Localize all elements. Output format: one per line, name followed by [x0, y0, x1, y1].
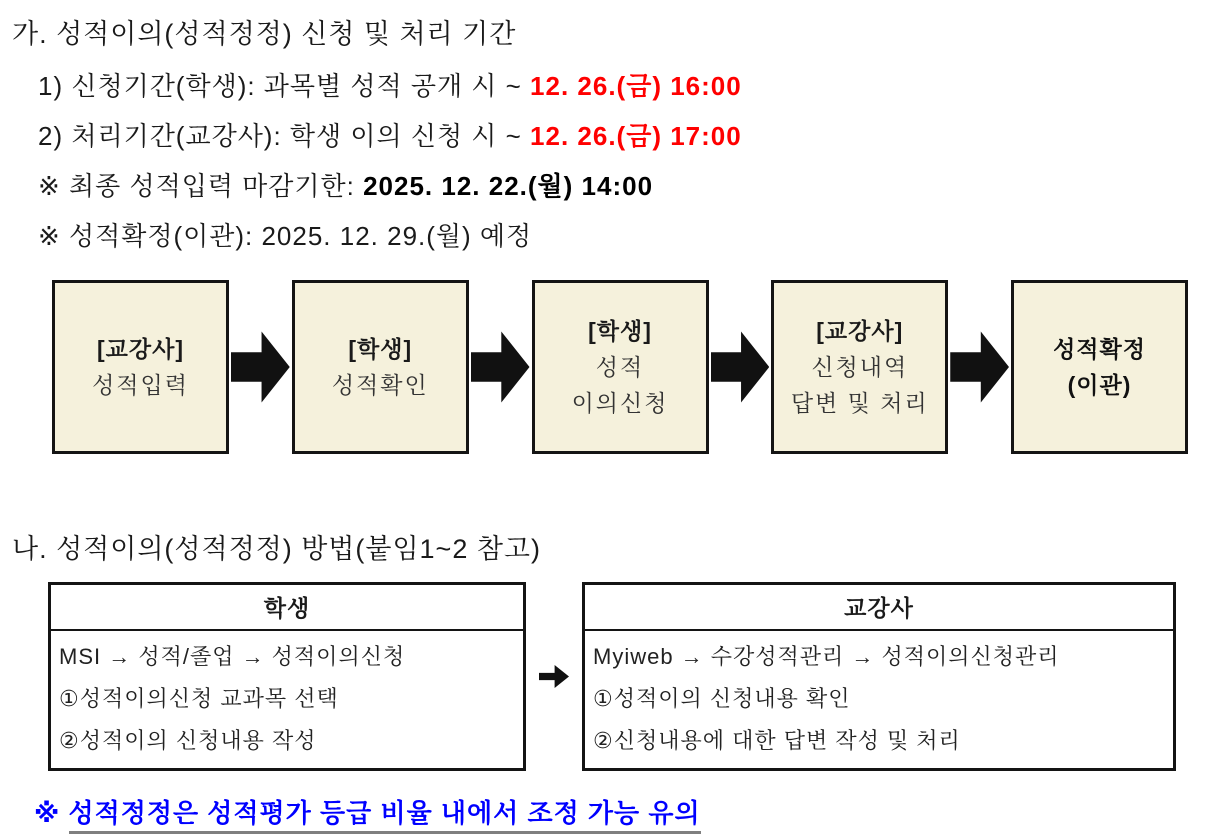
student-table-header: 학생: [51, 585, 523, 631]
flow-step-1-role: [교강사]: [97, 336, 184, 362]
instructor-method-table: [582, 582, 1176, 771]
flow-step-4-label-1: 신청내역: [811, 354, 909, 380]
grade-correction-warning-text: 성적정정은 성적평가 등급 비율 내에서 조정 가능 유의: [69, 798, 701, 834]
flow-step-3-label-2: 이의신청: [571, 390, 669, 416]
application-period-line: [38, 61, 1209, 111]
block-arrow-right-icon: [471, 330, 530, 404]
method-tables: [48, 582, 1176, 771]
section-a-heading: 가. 성적이의(성적정정) 신청 및 처리 기간: [12, 19, 517, 49]
block-arrow-right-icon: [950, 330, 1009, 404]
processing-period-line: [38, 111, 1209, 161]
arrow-right-icon: [539, 664, 569, 690]
student-method-table: [48, 582, 526, 771]
final-input-deadline-text: ※ 최종 성적입력 마감기한:: [38, 171, 364, 201]
flow-step-1-label: 성적입력: [92, 372, 189, 398]
instructor-table-body: [585, 631, 1173, 768]
flow-step-grade-finalize: [1011, 280, 1188, 454]
section-a-list: [38, 61, 1209, 261]
flow-step-instructor-input: [52, 280, 229, 454]
flow-step-3-label-1: 성적: [595, 354, 645, 380]
grade-objection-flowchart: [52, 279, 1188, 455]
final-input-deadline-line: [38, 161, 1209, 211]
flow-step-instructor-reply: [771, 280, 948, 454]
instructor-step-2: ②신청내용에 대한 답변 작성 및 처리: [593, 728, 961, 753]
student-step-1: ①성적이의신청 교과목 선택: [59, 686, 339, 711]
instructor-step-1: ①성적이의 신청내용 확인: [593, 686, 851, 711]
instructor-step-path: Myiweb → 수강성적관리 → 성적이의신청관리: [593, 644, 1060, 669]
processing-period-text: 2) 처리기간(교강사): 학생 이의 신청 시 ~: [38, 121, 531, 151]
processing-deadline: 12. 26.(금) 17:00: [530, 121, 742, 151]
reference-mark: ※: [34, 798, 69, 828]
student-step-2: ②성적이의 신청내용 작성: [59, 728, 317, 753]
instructor-table-header: 교강사: [585, 585, 1173, 631]
block-arrow-right-icon: [231, 330, 290, 404]
block-arrow-right-icon: [711, 330, 770, 404]
grade-confirmation-text: ※ 성적확정(이관): 2025. 12. 29.(월) 예정: [38, 221, 533, 251]
application-period-text: 1) 신청기간(학생): 과목별 성적 공개 시 ~: [38, 71, 531, 101]
flow-step-2-role: [학생]: [348, 336, 413, 362]
final-input-deadline-date: 2025. 12. 22.(월) 14:00: [363, 171, 654, 201]
flow-step-5-label-1: 성적확정: [1053, 336, 1146, 362]
application-deadline: 12. 26.(금) 16:00: [530, 71, 742, 101]
flow-step-student-objection: [532, 280, 709, 454]
student-step-path: MSI → 성적/졸업 → 성적이의신청: [59, 644, 406, 669]
tables-connector: [526, 582, 582, 771]
section-b-heading: 나. 성적이의(성적정정) 방법(붙임1~2 참고): [12, 534, 541, 564]
flow-step-student-check: [292, 280, 469, 454]
flow-step-2-label: 성적확인: [331, 372, 429, 398]
flow-step-3-role: [학생]: [588, 318, 652, 344]
grade-confirmation-line: [38, 211, 1209, 261]
flow-step-5-label-2: (이관): [1067, 372, 1132, 398]
grade-correction-warning: [34, 793, 1209, 830]
flow-step-4-label-2: 답변 및 처리: [790, 390, 929, 416]
student-table-body: [51, 631, 523, 768]
flow-step-4-role: [교강사]: [816, 318, 904, 344]
